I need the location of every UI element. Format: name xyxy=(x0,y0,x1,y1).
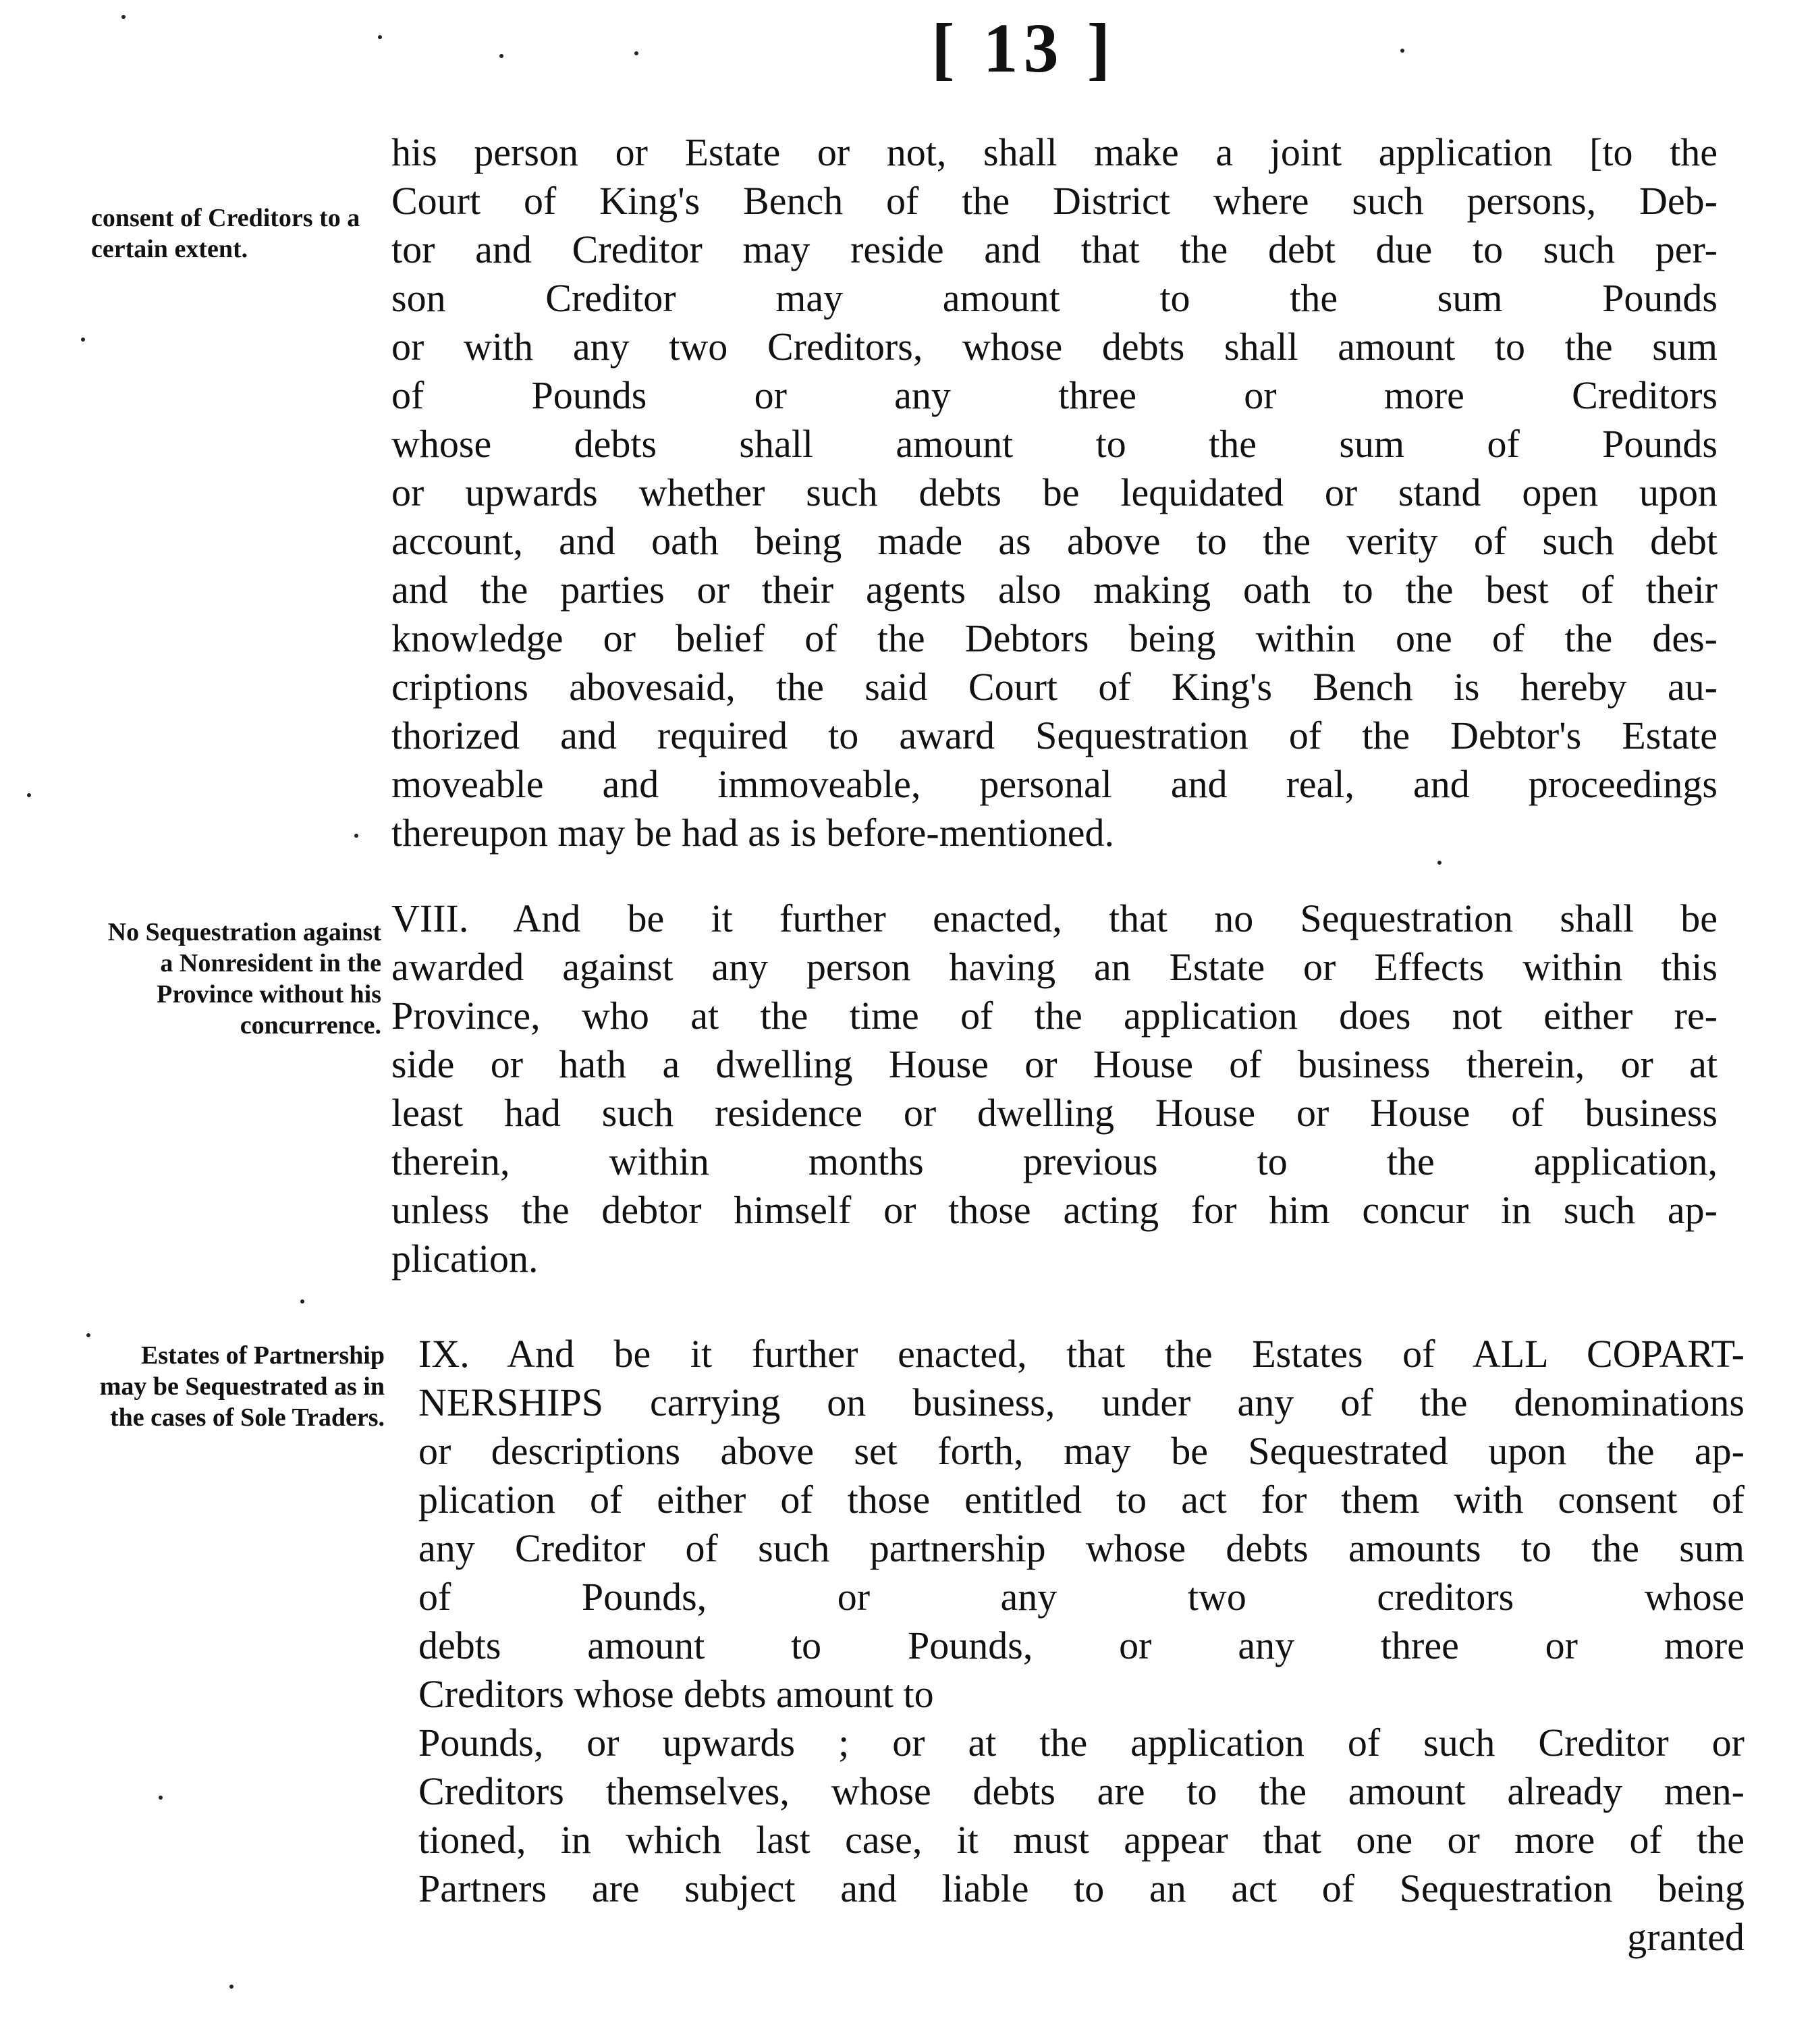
text-line: unless the debtor himself or those acting for him concur in such ap- xyxy=(391,1188,1718,1232)
text-line: awarded against any person having an Estate or Effects within this xyxy=(391,945,1718,989)
section-viii xyxy=(391,894,1718,1283)
text-line: IX. And be it further enacted, that the Estates of ALL COPART- xyxy=(418,1332,1745,1376)
text-line: side or hath a dwelling House or House of business therein, or at xyxy=(391,1042,1718,1086)
scan-speck xyxy=(229,1985,234,1989)
margin-note-partnerships: Estates of Partnership may be Sequestrated as in the cases of Sole Traders. xyxy=(99,1341,385,1432)
text-line: knowledge or belief of the Debtors being within one of the des- xyxy=(391,616,1718,660)
text-line: plication of either of those entitled to act for them with consent of xyxy=(418,1478,1745,1522)
text-line: VIII. And be it further enacted, that no Sequestration shall be xyxy=(391,896,1718,940)
text-line: least had such residence or dwelling House or House of business xyxy=(391,1091,1718,1135)
text-line: his person or Estate or not, shall make a joint application [to the xyxy=(391,130,1718,174)
scan-speck xyxy=(499,54,503,58)
text-line: tioned, in which last case, it must appear that one or more of the xyxy=(418,1818,1745,1862)
text-line: of Pounds or any three or more Creditors xyxy=(391,373,1718,417)
scan-speck xyxy=(354,834,358,838)
scan-speck xyxy=(81,338,85,342)
section-ix xyxy=(418,1330,1745,1962)
text-line: and the parties or their agents also making oath to the best of their xyxy=(391,568,1718,612)
scan-speck xyxy=(121,15,126,19)
text-line: criptions abovesaid, the said Court of King's Bench is hereby au- xyxy=(391,665,1718,709)
text-line: tor and Creditor may reside and that the debt due to such per- xyxy=(391,227,1718,271)
text-line: account, and oath being made as above to the verity of such debt xyxy=(391,519,1718,563)
text-line: any Creditor of such partnership whose debts amounts to the sum xyxy=(418,1526,1745,1570)
text-line: Creditors whose debts amount to xyxy=(418,1672,934,1716)
text-line: Pounds, or upwards ; or at the application of such Creditor or xyxy=(418,1721,1745,1765)
text-line: Partners are subject and liable to an act of Sequestration being xyxy=(418,1866,1745,1910)
paragraph-continuation xyxy=(391,128,1718,857)
text-line: or descriptions above set forth, may be Sequestrated upon the ap- xyxy=(418,1429,1745,1473)
margin-note-creditor-consent: consent of Creditors to a certain extent. xyxy=(91,204,360,263)
text-line: Creditors themselves, whose debts are to the amount already men- xyxy=(418,1769,1745,1813)
scan-speck xyxy=(634,51,638,55)
scan-speck xyxy=(27,793,31,797)
scan-speck xyxy=(159,1796,163,1800)
text-line: whose debts shall amount to the sum of Pounds xyxy=(391,422,1718,466)
text-line: Province, who at the time of the application does not either re- xyxy=(391,994,1718,1038)
text-line: son Creditor may amount to the sum Pounds xyxy=(391,276,1718,320)
text-line: therein, within months previous to the application, xyxy=(391,1139,1718,1183)
text-line: debts amount to Pounds, or any three or more xyxy=(418,1623,1745,1667)
scan-speck xyxy=(378,35,382,39)
scan-speck xyxy=(1437,861,1442,865)
scan-speck xyxy=(1400,49,1404,53)
text-line: thorized and required to award Sequestration of the Debtor's Estate xyxy=(391,714,1718,757)
text-line: or with any two Creditors, whose debts shall amount to the sum xyxy=(391,325,1718,369)
text-line: moveable and immoveable, personal and real, and proceedings xyxy=(391,762,1718,806)
text-line: of Pounds, or any two creditors whose xyxy=(418,1575,1745,1619)
text-line: Court of King's Bench of the District where such persons, Deb- xyxy=(391,179,1718,223)
page-number: [ 13 ] xyxy=(931,9,1116,87)
scan-speck xyxy=(86,1333,90,1337)
scan-speck xyxy=(300,1299,304,1303)
text-line: thereupon may be had as is before-mentioned. xyxy=(391,811,1115,855)
text-line: NERSHIPS carrying on business, under any of the denominations xyxy=(418,1380,1745,1424)
text-line: or upwards whether such debts be lequidated or stand open upon xyxy=(391,470,1718,514)
catchword: granted xyxy=(1627,1915,1745,1959)
text-line: plication. xyxy=(391,1237,539,1281)
margin-note-nonresident: No Sequestration against a Nonresident in the Province without his concurrence. xyxy=(107,918,381,1040)
